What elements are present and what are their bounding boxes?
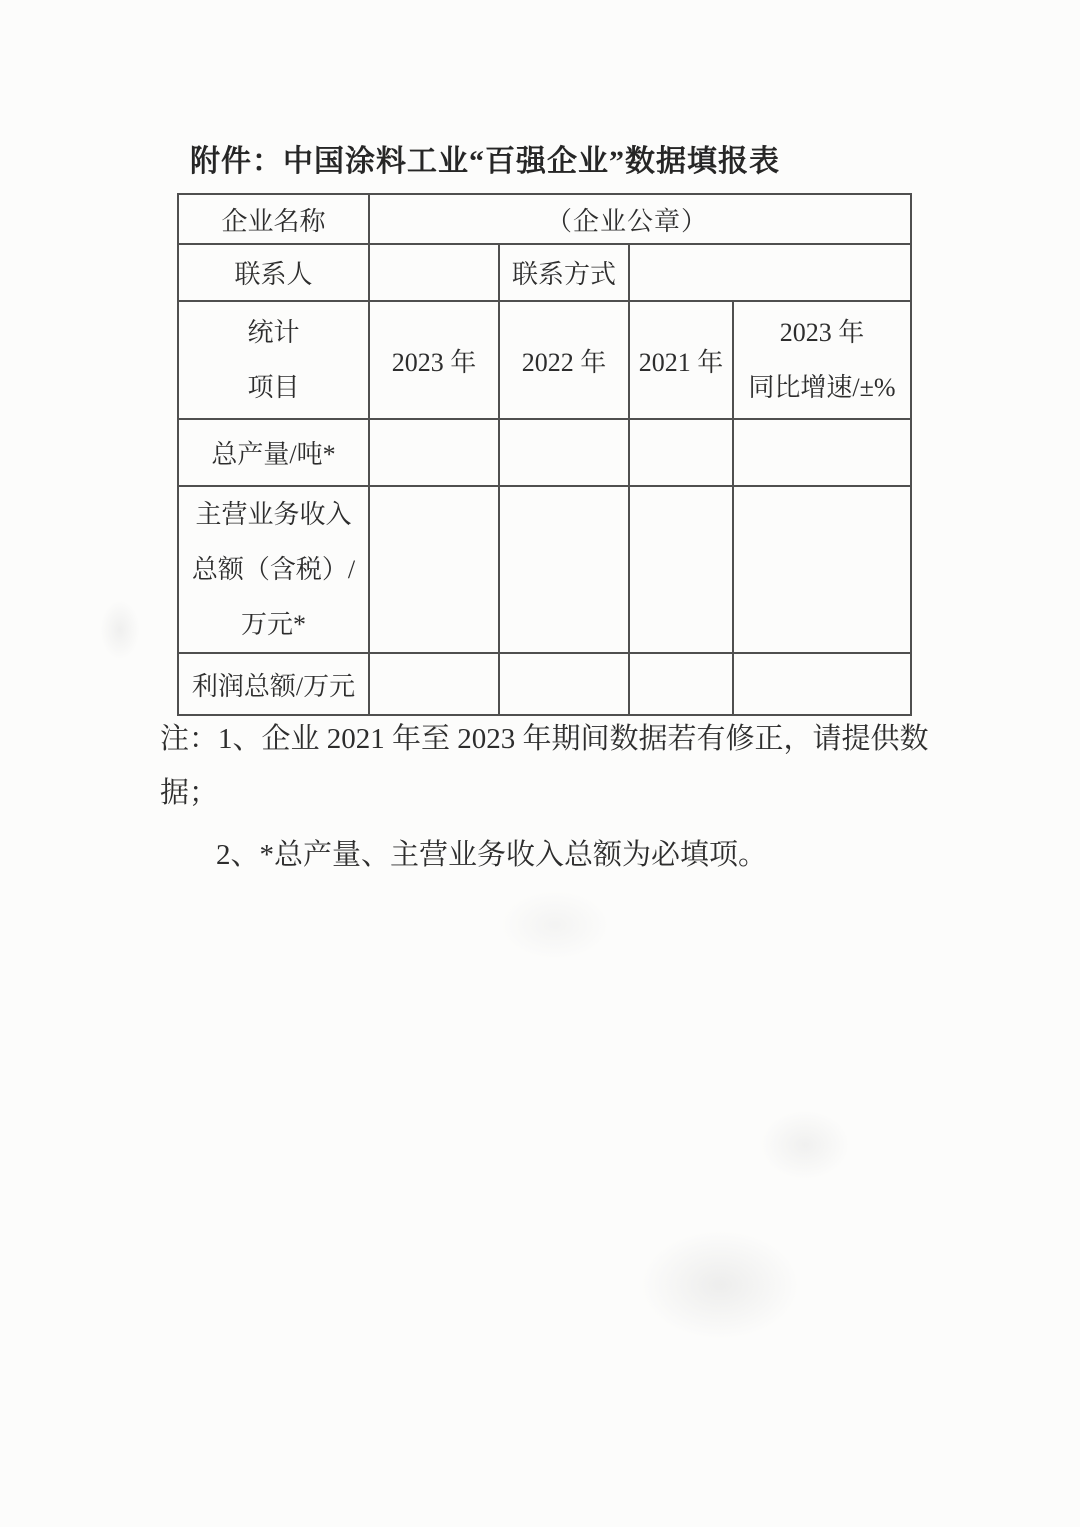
- contact-value-cell: [369, 244, 499, 301]
- data-cell: [499, 419, 629, 486]
- stat-header-line: 统计: [247, 318, 300, 347]
- data-cell: [629, 653, 733, 715]
- year-header-2022: 2022 年: [499, 301, 629, 419]
- year-header-2021: 2021 年: [629, 301, 733, 419]
- note-1-line-2: 据；: [160, 777, 219, 809]
- data-form-table: [177, 193, 912, 716]
- revenue-row: [178, 486, 911, 653]
- total-output-row: [178, 419, 911, 486]
- page-title: 附件：中国涂料工业“百强企业”数据填报表: [190, 145, 780, 178]
- profit-label: 利润总额/万元: [178, 653, 369, 715]
- contact-method-label: 联系方式: [499, 244, 629, 301]
- data-cell: [733, 419, 911, 486]
- company-name-value-cell: [369, 194, 911, 244]
- scan-smudge: [100, 600, 140, 660]
- company-name-label: 企业名称: [178, 194, 369, 244]
- note-1-line-1: 注：1、企业 2021 年至 2023 年期间数据若有修正，请提供数: [160, 723, 929, 755]
- data-cell: [629, 419, 733, 486]
- scan-smudge: [500, 890, 610, 960]
- revenue-label-line: 主营业务收入: [195, 500, 352, 529]
- revenue-label-line: 总额（含税）/: [191, 555, 356, 584]
- data-cell: [369, 419, 499, 486]
- total-output-label: 总产量/吨*: [178, 419, 369, 486]
- year-header-2023: 2023 年: [369, 301, 499, 419]
- growth-header-line: 2023 年: [779, 318, 865, 347]
- data-cell: [499, 486, 629, 653]
- data-cell: [369, 486, 499, 653]
- data-cell: [499, 653, 629, 715]
- contact-row: [178, 244, 911, 301]
- growth-header-line: 同比增速/±%: [748, 373, 896, 402]
- revenue-label-line: 万元*: [240, 610, 306, 639]
- scan-smudge: [640, 1230, 800, 1340]
- scan-smudge: [760, 1110, 850, 1180]
- stat-items-header: [178, 301, 369, 419]
- contact-label: 联系人: [178, 244, 369, 301]
- note-2: 2、*总产量、主营业务收入总额为必填项。: [216, 839, 768, 871]
- data-cell: [733, 486, 911, 653]
- data-cell: [369, 653, 499, 715]
- growth-header: [733, 301, 911, 419]
- data-cell: [629, 486, 733, 653]
- stat-header-line: 项目: [247, 373, 300, 402]
- profit-row: [178, 653, 911, 715]
- revenue-label: [178, 486, 369, 653]
- notes-block: [160, 712, 929, 882]
- contact-method-value-cell: [629, 244, 911, 301]
- company-name-row: [178, 194, 911, 244]
- data-cell: [733, 653, 911, 715]
- stat-header-row: [178, 301, 911, 419]
- company-seal-hint: （企业公章）: [546, 206, 709, 236]
